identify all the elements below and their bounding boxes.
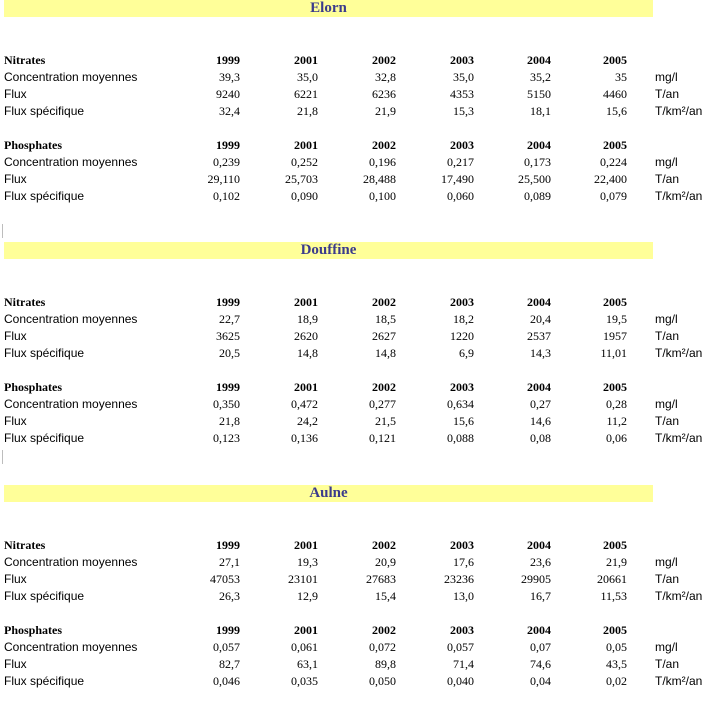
year-header: 2005 xyxy=(603,538,627,552)
value-cell: 16,7 xyxy=(530,589,551,603)
value-cell: 0,350 xyxy=(213,397,240,411)
value-cell: 1957 xyxy=(603,329,627,343)
value-cell: 2537 xyxy=(527,329,551,343)
year-header: 1999 xyxy=(216,138,240,152)
table-row xyxy=(0,554,715,571)
value-cell: 26,3 xyxy=(219,589,240,603)
year-header: 2004 xyxy=(527,380,551,394)
unit-label: T/km²/an xyxy=(655,189,703,203)
value-cell: 0,634 xyxy=(447,397,474,411)
value-cell: 0,123 xyxy=(213,431,240,445)
section-title: Aulne xyxy=(309,485,348,501)
value-cell: 0,090 xyxy=(291,189,318,203)
row-label: Flux spécifique xyxy=(4,346,85,360)
group-header-row xyxy=(0,294,715,311)
year-header: 2003 xyxy=(450,53,474,67)
table-row xyxy=(0,396,715,413)
value-cell: 0,28 xyxy=(606,397,627,411)
value-cell: 29,110 xyxy=(207,172,240,186)
unit-label: mg/l xyxy=(655,155,678,169)
year-header: 2003 xyxy=(450,295,474,309)
year-header: 2001 xyxy=(294,538,318,552)
year-header: 2002 xyxy=(372,380,396,394)
value-cell: 0,07 xyxy=(530,640,551,654)
row-label: Flux xyxy=(4,329,27,343)
row-label: Concentration moyennes xyxy=(4,70,138,84)
value-cell: 1220 xyxy=(450,329,474,343)
value-cell: 0,061 xyxy=(291,640,318,654)
value-cell: 19,3 xyxy=(297,555,318,569)
table-row xyxy=(0,311,715,328)
value-cell: 24,2 xyxy=(297,414,318,428)
group-header-label: Phosphates xyxy=(4,380,63,394)
value-cell: 14,8 xyxy=(297,346,318,360)
row-label: Flux spécifique xyxy=(4,674,85,688)
row-label: Flux xyxy=(4,87,27,101)
table-row xyxy=(0,154,715,171)
table-row xyxy=(0,413,715,430)
value-cell: 23236 xyxy=(444,572,474,586)
value-cell: 0,035 xyxy=(291,674,318,688)
group-header-label: Nitrates xyxy=(4,295,46,309)
value-cell: 11,01 xyxy=(600,346,627,360)
value-cell: 20,4 xyxy=(530,312,551,326)
table-row xyxy=(0,171,715,188)
cell-border-mark xyxy=(2,224,3,238)
unit-label: mg/l xyxy=(655,397,678,411)
unit-label: T/km²/an xyxy=(655,431,703,445)
row-label: Concentration moyennes xyxy=(4,555,138,569)
value-cell: 0,217 xyxy=(447,155,474,169)
value-cell: 17,6 xyxy=(453,555,474,569)
row-label: Concentration moyennes xyxy=(4,312,138,326)
row-label: Concentration moyennes xyxy=(4,155,138,169)
value-cell: 5150 xyxy=(527,87,551,101)
table-row xyxy=(0,656,715,673)
row-label: Flux xyxy=(4,172,27,186)
value-cell: 0,136 xyxy=(291,431,318,445)
value-cell: 0,196 xyxy=(369,155,396,169)
value-cell: 0,173 xyxy=(524,155,551,169)
unit-label: T/km²/an xyxy=(655,589,703,603)
unit-label: T/an xyxy=(655,172,680,186)
value-cell: 0,040 xyxy=(447,674,474,688)
unit-label: T/an xyxy=(655,87,680,101)
value-cell: 35,0 xyxy=(453,70,474,84)
year-header: 2001 xyxy=(294,295,318,309)
value-cell: 19,5 xyxy=(606,312,627,326)
value-cell: 23,6 xyxy=(530,555,551,569)
value-cell: 0,089 xyxy=(524,189,551,203)
value-cell: 18,2 xyxy=(453,312,474,326)
group-header-row xyxy=(0,537,715,554)
unit-label: T/an xyxy=(655,657,680,671)
value-cell: 32,4 xyxy=(219,104,240,118)
value-cell: 14,6 xyxy=(530,414,551,428)
value-cell: 6,9 xyxy=(459,346,474,360)
row-label: Flux xyxy=(4,572,27,586)
value-cell: 0,060 xyxy=(447,189,474,203)
value-cell: 4460 xyxy=(603,87,627,101)
table-row xyxy=(0,673,715,690)
year-header: 2004 xyxy=(527,295,551,309)
value-cell: 6221 xyxy=(294,87,318,101)
table-row xyxy=(0,639,715,656)
year-header: 2004 xyxy=(527,53,551,67)
value-cell: 18,9 xyxy=(297,312,318,326)
value-cell: 0,050 xyxy=(369,674,396,688)
value-cell: 0,100 xyxy=(369,189,396,203)
value-cell: 20,9 xyxy=(375,555,396,569)
value-cell: 21,8 xyxy=(219,414,240,428)
section-title: Douffine xyxy=(300,242,357,258)
unit-label: T/an xyxy=(655,414,680,428)
value-cell: 0,057 xyxy=(213,640,240,654)
year-header: 1999 xyxy=(216,538,240,552)
group-header-row xyxy=(0,52,715,69)
value-cell: 0,02 xyxy=(606,674,627,688)
year-header: 1999 xyxy=(216,53,240,67)
group-header-label: Nitrates xyxy=(4,53,46,67)
year-header: 2004 xyxy=(527,138,551,152)
year-header: 2003 xyxy=(450,138,474,152)
unit-label: mg/l xyxy=(655,555,678,569)
value-cell: 32,8 xyxy=(375,70,396,84)
value-cell: 0,05 xyxy=(606,640,627,654)
table-row xyxy=(0,69,715,86)
value-cell: 43,5 xyxy=(606,657,627,671)
unit-label: mg/l xyxy=(655,70,678,84)
value-cell: 4353 xyxy=(450,87,474,101)
value-cell: 47053 xyxy=(210,572,240,586)
value-cell: 23101 xyxy=(288,572,318,586)
row-label: Flux spécifique xyxy=(4,589,85,603)
value-cell: 3625 xyxy=(216,329,240,343)
table-row xyxy=(0,103,715,120)
group-header-row xyxy=(0,137,715,154)
value-cell: 15,4 xyxy=(375,589,396,603)
table-row xyxy=(0,188,715,205)
value-cell: 9240 xyxy=(216,87,240,101)
unit-label: mg/l xyxy=(655,640,678,654)
value-cell: 35 xyxy=(615,70,627,84)
year-header: 2004 xyxy=(527,538,551,552)
value-cell: 0,057 xyxy=(447,640,474,654)
row-label: Flux spécifique xyxy=(4,104,85,118)
year-header: 2002 xyxy=(372,538,396,552)
value-cell: 22,7 xyxy=(219,312,240,326)
value-cell: 15,6 xyxy=(606,104,627,118)
value-cell: 0,08 xyxy=(530,431,551,445)
value-cell: 27,1 xyxy=(219,555,240,569)
year-header: 1999 xyxy=(216,295,240,309)
table-row xyxy=(0,571,715,588)
value-cell: 20661 xyxy=(597,572,627,586)
section-title: Elorn xyxy=(310,0,347,16)
row-label: Concentration moyennes xyxy=(4,397,138,411)
value-cell: 2620 xyxy=(294,329,318,343)
value-cell: 71,4 xyxy=(453,657,474,671)
value-cell: 6236 xyxy=(372,87,396,101)
table-row xyxy=(0,328,715,345)
year-header: 2005 xyxy=(603,380,627,394)
value-cell: 21,9 xyxy=(375,104,396,118)
value-cell: 0,072 xyxy=(369,640,396,654)
group-header-label: Phosphates xyxy=(4,138,63,152)
group-header-row xyxy=(0,622,715,639)
year-header: 2003 xyxy=(450,538,474,552)
year-header: 2002 xyxy=(372,53,396,67)
value-cell: 0,224 xyxy=(600,155,627,169)
value-cell: 18,5 xyxy=(375,312,396,326)
unit-label: T/an xyxy=(655,572,680,586)
row-label: Flux spécifique xyxy=(4,189,85,203)
value-cell: 0,239 xyxy=(213,155,240,169)
value-cell: 2627 xyxy=(372,329,396,343)
year-header: 2001 xyxy=(294,623,318,637)
year-header: 2005 xyxy=(603,623,627,637)
unit-label: mg/l xyxy=(655,312,678,326)
table-row xyxy=(0,588,715,605)
value-cell: 35,2 xyxy=(530,70,551,84)
value-cell: 15,3 xyxy=(453,104,474,118)
value-cell: 21,5 xyxy=(375,414,396,428)
value-cell: 0,102 xyxy=(213,189,240,203)
year-header: 2002 xyxy=(372,138,396,152)
row-label: Flux spécifique xyxy=(4,431,85,445)
value-cell: 0,277 xyxy=(369,397,396,411)
section-banner xyxy=(4,485,653,502)
value-cell: 63,1 xyxy=(297,657,318,671)
value-cell: 18,1 xyxy=(530,104,551,118)
cell-border-mark xyxy=(2,450,3,464)
value-cell: 0,06 xyxy=(606,431,627,445)
year-header: 2002 xyxy=(372,623,396,637)
value-cell: 89,8 xyxy=(375,657,396,671)
year-header: 2003 xyxy=(450,623,474,637)
table-row xyxy=(0,86,715,103)
value-cell: 0,27 xyxy=(530,397,551,411)
year-header: 2005 xyxy=(603,53,627,67)
row-label: Flux xyxy=(4,414,27,428)
value-cell: 14,3 xyxy=(530,346,551,360)
value-cell: 27683 xyxy=(366,572,396,586)
year-header: 2005 xyxy=(603,138,627,152)
value-cell: 17,490 xyxy=(441,172,474,186)
unit-label: T/km²/an xyxy=(655,346,703,360)
value-cell: 0,079 xyxy=(600,189,627,203)
table-row xyxy=(0,430,715,447)
value-cell: 39,3 xyxy=(219,70,240,84)
value-cell: 0,121 xyxy=(369,431,396,445)
value-cell: 0,252 xyxy=(291,155,318,169)
value-cell: 74,6 xyxy=(530,657,551,671)
value-cell: 29905 xyxy=(521,572,551,586)
value-cell: 35,0 xyxy=(297,70,318,84)
value-cell: 20,5 xyxy=(219,346,240,360)
year-header: 2003 xyxy=(450,380,474,394)
value-cell: 15,6 xyxy=(453,414,474,428)
value-cell: 0,088 xyxy=(447,431,474,445)
section-banner xyxy=(4,0,653,17)
value-cell: 13,0 xyxy=(453,589,474,603)
year-header: 2005 xyxy=(603,295,627,309)
value-cell: 11,2 xyxy=(606,414,627,428)
value-cell: 22,400 xyxy=(594,172,627,186)
year-header: 2001 xyxy=(294,380,318,394)
group-header-label: Phosphates xyxy=(4,623,63,637)
year-header: 1999 xyxy=(216,380,240,394)
value-cell: 12,9 xyxy=(297,589,318,603)
value-cell: 14,8 xyxy=(375,346,396,360)
value-cell: 25,500 xyxy=(518,172,551,186)
section-banner xyxy=(4,242,653,259)
value-cell: 0,046 xyxy=(213,674,240,688)
year-header: 2001 xyxy=(294,53,318,67)
value-cell: 21,8 xyxy=(297,104,318,118)
value-cell: 25,703 xyxy=(285,172,318,186)
value-cell: 0,04 xyxy=(530,674,551,688)
value-cell: 0,472 xyxy=(291,397,318,411)
group-header-row xyxy=(0,379,715,396)
value-cell: 28,488 xyxy=(363,172,396,186)
year-header: 1999 xyxy=(216,623,240,637)
group-header-label: Nitrates xyxy=(4,538,46,552)
unit-label: T/km²/an xyxy=(655,674,703,688)
row-label: Concentration moyennes xyxy=(4,640,138,654)
value-cell: 11,53 xyxy=(600,589,627,603)
year-header: 2002 xyxy=(372,295,396,309)
unit-label: T/an xyxy=(655,329,680,343)
year-header: 2004 xyxy=(527,623,551,637)
table-row xyxy=(0,345,715,362)
value-cell: 82,7 xyxy=(219,657,240,671)
row-label: Flux xyxy=(4,657,27,671)
unit-label: T/km²/an xyxy=(655,104,703,118)
value-cell: 21,9 xyxy=(606,555,627,569)
year-header: 2001 xyxy=(294,138,318,152)
